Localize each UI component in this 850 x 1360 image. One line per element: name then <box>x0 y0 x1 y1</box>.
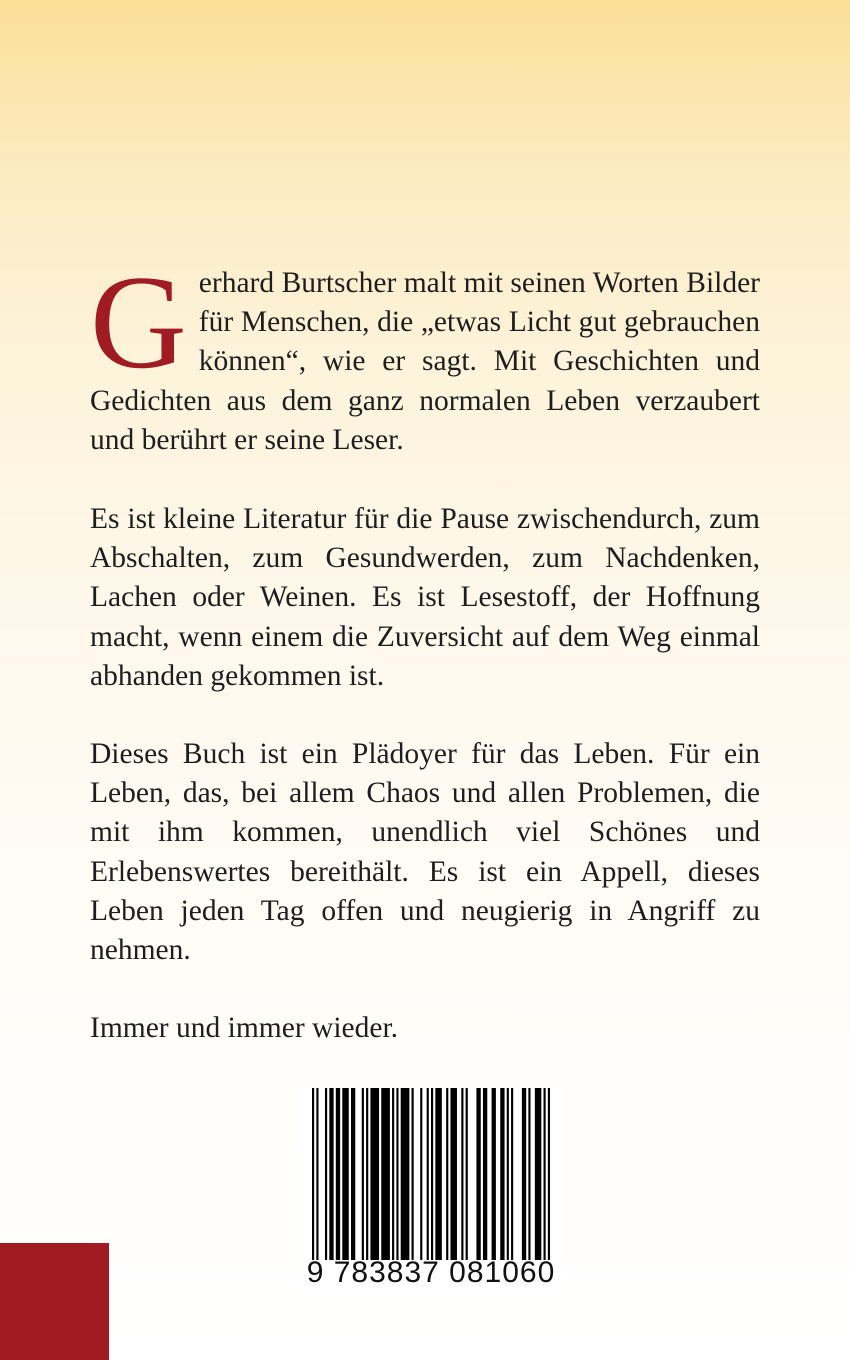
isbn-number: 9 783837 081060 <box>306 1256 556 1289</box>
barcode-bar <box>412 1088 414 1260</box>
isbn-barcode <box>300 1088 562 1292</box>
paragraph-intro <box>90 248 760 460</box>
red-corner-block <box>0 1243 109 1360</box>
barcode-bar <box>476 1088 480 1260</box>
paragraph-closing: Immer und immer wieder. <box>90 1012 399 1045</box>
barcode-bar <box>392 1088 394 1260</box>
barcode-bar <box>548 1088 550 1260</box>
barcode-bar <box>312 1088 314 1260</box>
barcode-bar <box>435 1088 441 1260</box>
barcode-bar <box>316 1088 318 1260</box>
back-cover-blurb <box>90 248 760 1087</box>
barcode-bars <box>312 1088 550 1264</box>
barcode-bar <box>362 1088 364 1260</box>
barcode-bar <box>370 1088 379 1260</box>
barcode-bar <box>396 1088 398 1260</box>
barcode-bar <box>544 1088 546 1260</box>
barcode-bar <box>492 1088 496 1260</box>
barcode-bar <box>466 1088 468 1260</box>
barcode-bar <box>483 1088 487 1260</box>
drop-cap: G <box>90 248 187 396</box>
barcode-bar <box>381 1088 390 1260</box>
barcode-bar <box>446 1088 448 1260</box>
barcode-bar <box>329 1088 333 1260</box>
barcode-bar <box>351 1088 355 1260</box>
barcode-bar <box>401 1088 410 1260</box>
paragraph-literature: Es ist kleine Literatur für die Pause zwischendurch, zum Abschalten, zum Gesundwerden, zum Nachdenken, Lachen oder Weinen. Es ist Lesestoff, der Hoffnung macht, wenn einem die Zuversicht auf dem Weg einmal abhanden gekommen ist. <box>90 503 760 692</box>
barcode-bar <box>420 1088 422 1260</box>
barcode-bar <box>325 1088 327 1260</box>
barcode-bar <box>522 1088 526 1260</box>
paragraph-plea: Dieses Buch ist ein Plädoyer für das Leben. Für ein Leben, das, bei allem Chaos und allen Problemen, die mit ihm kommen, unendlich viel Schönes und Erlebenswertes bereithält. Es ist ein Appell, dieses Leben jeden Tag offen und neugierig in Angriff zu nehmen. <box>90 738 760 967</box>
barcode-bar <box>461 1088 463 1260</box>
barcode-bar <box>500 1088 504 1260</box>
barcode-bar <box>342 1088 348 1260</box>
barcode-bar <box>507 1088 509 1260</box>
barcode-bar <box>431 1088 433 1260</box>
barcode-bar <box>511 1088 513 1260</box>
barcode-bar <box>336 1088 340 1260</box>
barcode-bar <box>450 1088 456 1260</box>
barcode-bar <box>366 1088 368 1260</box>
barcode-bar <box>427 1088 429 1260</box>
barcode-bar <box>535 1088 541 1260</box>
barcode-bar <box>528 1088 530 1260</box>
paragraph-intro-text: erhard Burtscher malt mit seinen Worten Bilder für Menschen, die „etwas Licht gut gebrauchen können“, wie er sagt. Mit Geschichten und Gedichten aus dem ganz normalen Leben verzaubert und berührt er seine Leser. <box>90 267 760 456</box>
